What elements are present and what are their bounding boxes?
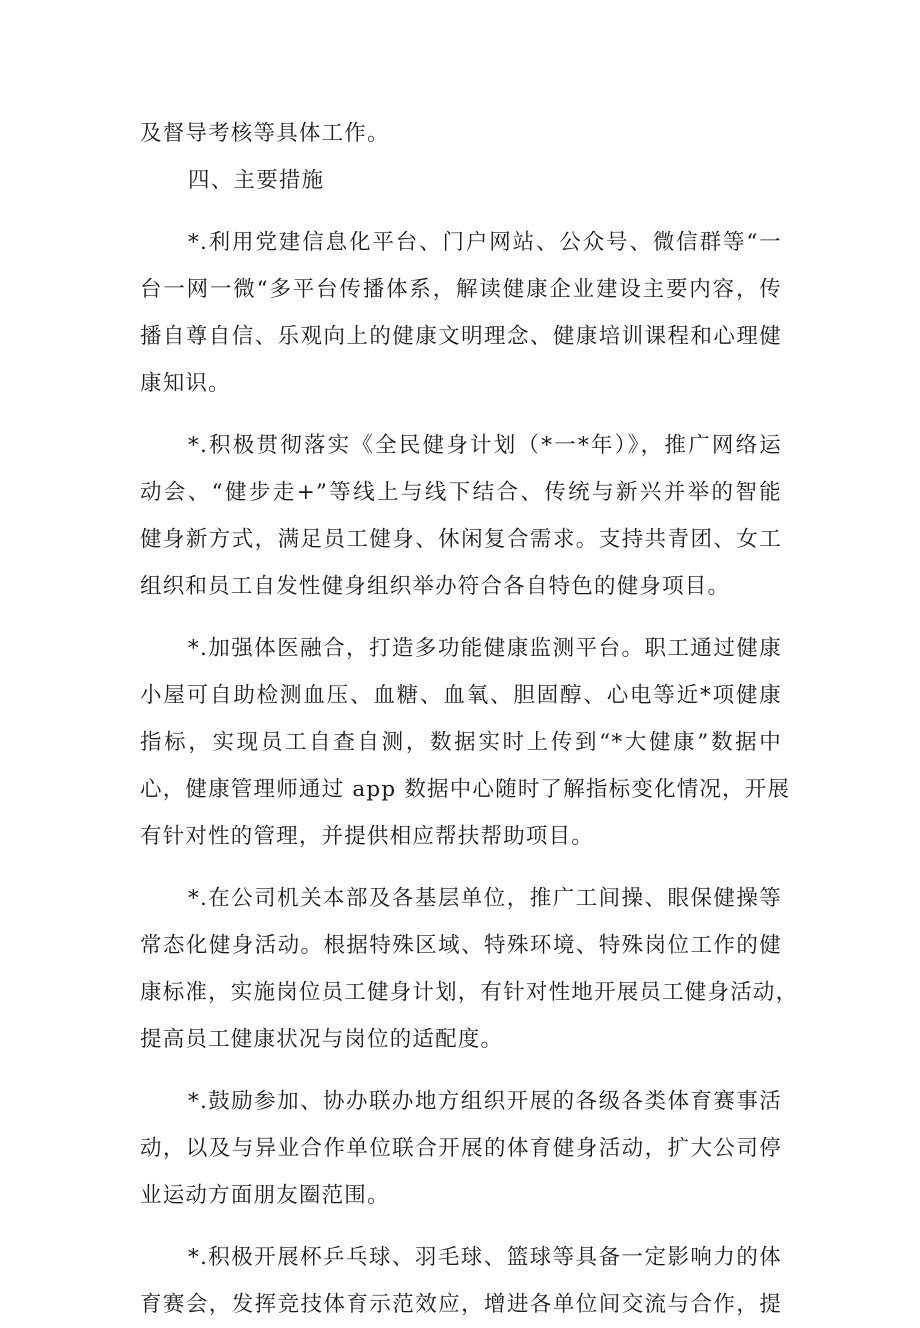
paragraph-line: *.鼓励参加、协办联办地方组织开展的各级各类体育赛事活	[188, 1089, 782, 1114]
paragraph-line: 有针对性的管理，并提供相应帮扶帮助项目。	[140, 824, 595, 849]
document-body	[140, 110, 799, 1328]
paragraph-line: 播自尊自信、乐观向上的健康文明理念、健康培训课程和心理健	[140, 324, 782, 349]
paragraph-line: 心，健康管理师通过 app 数据中心随时了解指标变化情况，开展	[140, 777, 791, 802]
paragraph-2	[140, 422, 782, 610]
paragraph-line: 及督导考核等具体工作。	[140, 121, 390, 146]
paragraph-line: *.积极贯彻落实《全民健身计划（*一*年）》，推广网络运	[188, 433, 782, 458]
paragraph-line: *.利用党建信息化平台、门户网站、公众号、微信群等“一	[188, 230, 782, 255]
paragraph-line: 组织和员工自发性健身组织举办符合各自特色的健身项目。	[140, 574, 731, 599]
paragraph-line: 育赛会，发挥竞技体育示范效应，增进各单位间交流与合作，提	[140, 1292, 782, 1317]
paragraph-line: *.积极开展杯乒乓球、羽毛球、篮球等具备一定影响力的体	[188, 1245, 782, 1270]
paragraph-line: 健身新方式，满足员工健身、休闲复合需求。支持共青团、女工	[140, 527, 782, 552]
paragraph-line: 康标准，实施岗位员工健身计划，有针对性地开展员工健身活动，	[140, 980, 799, 1005]
paragraph-line: 业运动方面朋友圈范围。	[140, 1183, 390, 1208]
paragraph-line: *.在公司机关本部及各基层单位，推广工间操、眼保健操等	[188, 886, 782, 911]
paragraph-line: 提高员工健康状况与岗位的适配度。	[140, 1027, 504, 1052]
paragraph-5	[140, 1078, 782, 1219]
paragraph-line: 台一网一微“多平台传播体系，解读健康企业建设主要内容，传	[140, 277, 782, 302]
paragraph-3	[140, 625, 791, 860]
paragraph-line: 动，以及与异业合作单位联合开展的体育健身活动，扩大公司停	[140, 1136, 782, 1161]
paragraph-line: 常态化健身活动。根据特殊区域、特殊环境、特殊岗位工作的健	[140, 933, 782, 958]
paragraph-line: 指标，实现员工自查自测，数据实时上传到“*大健康”数据中	[140, 730, 782, 755]
paragraph-line: *.加强体医融合，打造多功能健康监测平台。职工通过健康	[188, 636, 782, 661]
paragraph-6	[140, 1234, 782, 1328]
paragraph-line: 康知识。	[140, 371, 231, 396]
paragraph-4	[140, 875, 799, 1063]
paragraph-line: 小屋可自助检测血压、血糖、血氧、胆固醇、心电等近*项健康	[140, 683, 782, 708]
paragraph-1	[140, 219, 782, 407]
paragraph-line: 动会、“健步走+”等线上与线下结合、传统与新兴并举的智能	[140, 480, 782, 505]
section-heading: 四、主要措施	[188, 168, 325, 193]
